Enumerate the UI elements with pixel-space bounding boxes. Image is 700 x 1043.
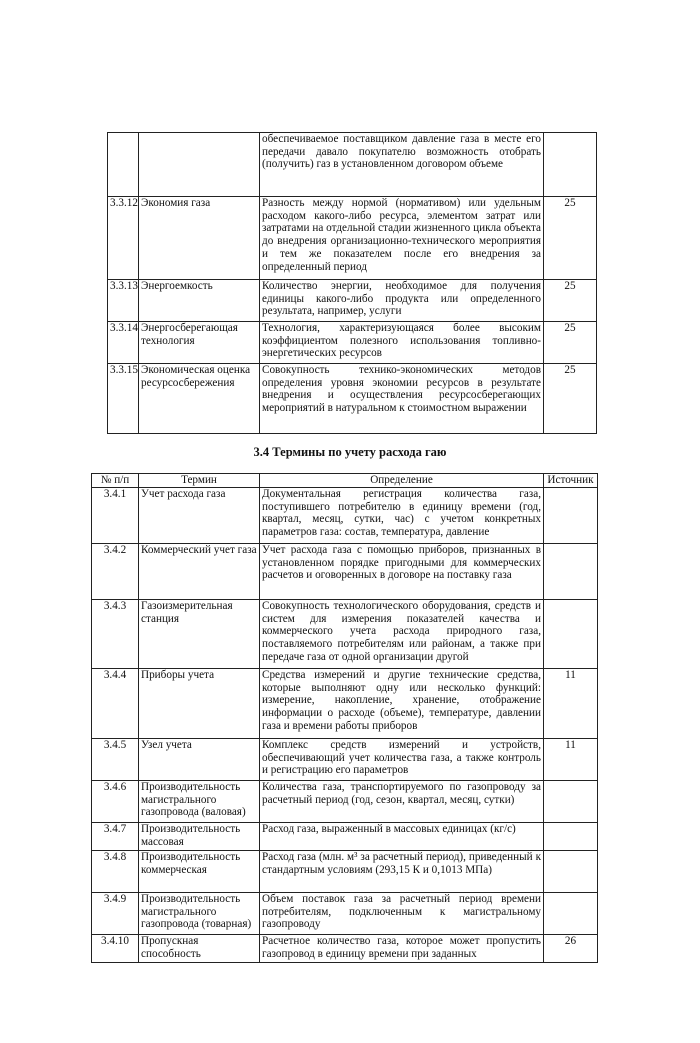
row-source [544,893,598,935]
header-number: № п/п [92,474,139,488]
row-source [544,781,598,823]
header-term: Термин [139,474,260,488]
row-number: 3.4.2 [92,544,139,600]
row-term: Приборы учета [139,669,260,739]
row-number: 3.3.12 [108,197,139,280]
row-source: 11 [544,669,598,739]
row-definition: Объем поставок газа за расчетный период времени потребителям, подключенным к магистральному газопроводу [260,893,544,935]
row-term: Производительность коммерческая [139,851,260,893]
gas-accounting-terms-table [91,473,598,963]
row-term: Пропускная способность [139,935,260,963]
table-row [92,781,598,823]
glossary-table-continued [107,132,597,434]
table-row [108,133,597,197]
table-row [108,364,597,434]
row-term: Коммерческий учет газа [139,544,260,600]
row-number: 3.4.6 [92,781,139,823]
row-definition: обеспечиваемое поставщиком давление газа в месте его передачи давало покупателю возможность отобрать (получить) газ в установленном договором объеме [260,133,544,197]
row-definition: Совокупность технико-экономических методов определения уровня экономии ресурсов в результате внедрения и осуществления ресурсосберегающих мероприятий в натуральном к стоимостном выражении [260,364,544,434]
row-number: 3.3.14 [108,322,139,364]
row-term: Газоизмерительная станция [139,600,260,669]
row-number: 3.4.1 [92,488,139,544]
header-source: Источник [544,474,598,488]
row-source [544,851,598,893]
row-number: 3.4.7 [92,823,139,851]
row-definition: Расчетное количество газа, которое может пропустить газопровод в единицу времени при заданных [260,935,544,963]
table-row [92,823,598,851]
table-row [108,322,597,364]
row-term: Производительность магистрального газопровода (валовая) [139,781,260,823]
table-row [92,739,598,781]
row-number: 3.3.13 [108,280,139,322]
table-header-row [92,474,598,488]
row-definition: Количество энергии, необходимое для получения единицы какого-либо продукта или определенного результата, например, услуги [260,280,544,322]
row-term [139,133,260,197]
table-row [92,488,598,544]
table-row [92,669,598,739]
row-term: Энергосберегающая технология [139,322,260,364]
row-source: 25 [544,280,597,322]
row-definition: Разность между нормой (нормативом) или удельным расходом какого-либо ресурса, элементом затрат или затратами на отдельной стадии жизненного цикла объекта до внедрения организационно-технического мероприятия и тем же показателем после его внедрения за определенный период [260,197,544,280]
row-definition: Средства измерений и другие технические средства, которые выполняют одну или несколько функций: измерение, накопление, хранение, отображение информации о расходе (объеме), температуре, давлении газа и времени работы приборов [260,669,544,739]
row-definition: Количества газа, транспортируемого по газопроводу за расчетный период (год, сезон, квартал, месяц, сутки) [260,781,544,823]
row-source [544,600,598,669]
row-number: 3.4.8 [92,851,139,893]
row-definition: Учет расхода газа с помощью приборов, признанных в установленном порядке пригодными для коммерческих расчетов и оговоренных в договоре на поставку газа [260,544,544,600]
table-row [92,544,598,600]
table-row [108,197,597,280]
row-source: 25 [544,322,597,364]
row-definition: Расход газа (млн. м³ за расчетный период), приведенный к стандартным условиям (293,15 К и 0,1013 МПа) [260,851,544,893]
row-source: 25 [544,364,597,434]
row-term: Производительность массовая [139,823,260,851]
row-number: 3.4.9 [92,893,139,935]
row-source: 11 [544,739,598,781]
row-definition: Технология, характеризующаяся более высоким коэффициентом полезного использования топливно-энергетических ресурсов [260,322,544,364]
row-source [544,823,598,851]
row-source [544,488,598,544]
table-row [92,935,598,963]
row-number: 3.4.5 [92,739,139,781]
row-definition: Расход газа, выраженный в массовых единицах (кг/с) [260,823,544,851]
row-source [544,544,598,600]
row-term: Узел учета [139,739,260,781]
row-number: 3.4.3 [92,600,139,669]
table-row [92,893,598,935]
row-number: 3.3.15 [108,364,139,434]
row-number [108,133,139,197]
row-term: Производительность магистрального газопровода (товарная) [139,893,260,935]
row-source: 25 [544,197,597,280]
row-term: Экономическая оценка ресурсосбережения [139,364,260,434]
table-row [92,600,598,669]
row-term: Экономия газа [139,197,260,280]
row-source [544,133,597,197]
row-number: 3.4.10 [92,935,139,963]
table-row [108,280,597,322]
header-definition: Определение [260,474,544,488]
row-number: 3.4.4 [92,669,139,739]
row-definition: Совокупность технологического оборудования, средств и систем для измерения показателей качества и коммерческого учета расхода природного газа, поставляемого потребителям или районам, а также при передаче газа от одной организации другой [260,600,544,669]
section-heading: 3.4 Термины по учету расхода гаю [253,445,447,459]
row-definition: Документальная регистрация количества газа, поступившего потребителю в единицу времени (год, квартал, месяц, сутки, час) с учетом конкретных параметров газа: состав, температура, давление [260,488,544,544]
row-source: 26 [544,935,598,963]
table-row [92,851,598,893]
row-term: Учет расхода газа [139,488,260,544]
row-definition: Комплекс средств измерений и устройств, обеспечивающий учет количества газа, а также контроль и регистрацию его параметров [260,739,544,781]
row-term: Энергоемкость [139,280,260,322]
